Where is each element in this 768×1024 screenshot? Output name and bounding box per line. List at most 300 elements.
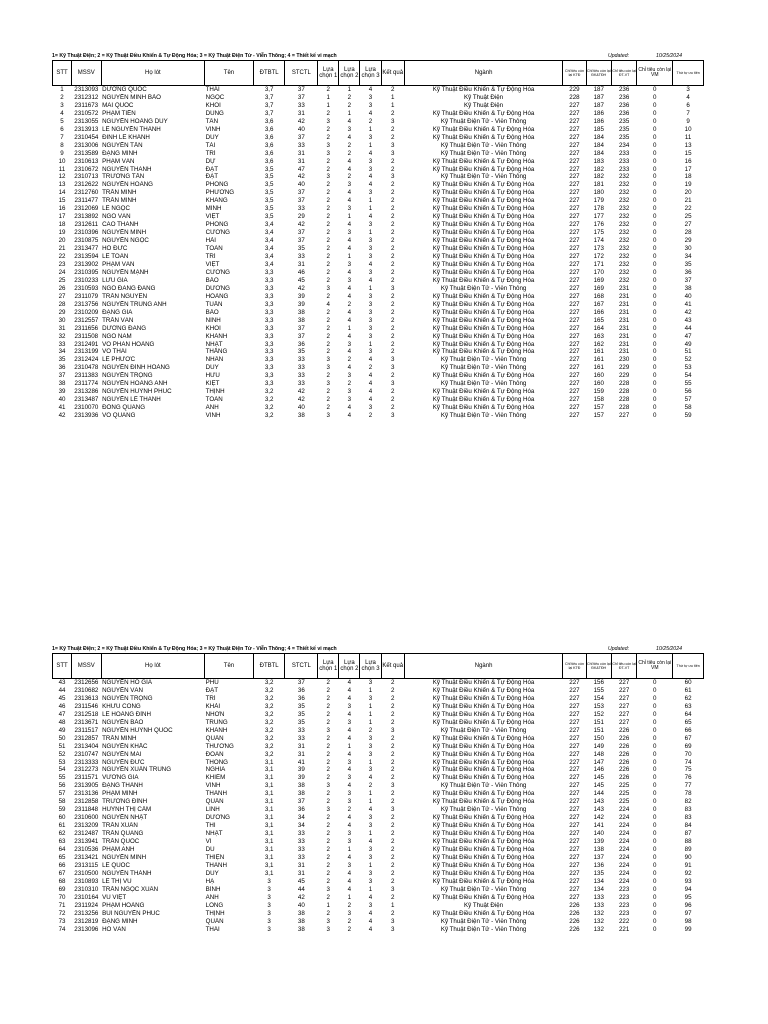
- cell-dtbtl: 3,5: [264, 181, 274, 189]
- cell-stctl: 38: [297, 308, 305, 316]
- header-lc3: Lựa chọn 3: [360, 61, 381, 86]
- table-row: [53, 372, 704, 380]
- cell-nganh: Kỹ Thuật Điện: [464, 93, 504, 101]
- cell-mssv: 2310713: [74, 173, 99, 181]
- cell-ketqua: 2: [390, 125, 395, 133]
- cell-thutu: 96: [684, 901, 692, 909]
- cell-lc2: 3: [347, 861, 352, 869]
- cell-ktd: 227: [569, 846, 580, 854]
- cell-dtvt: 226: [618, 734, 630, 742]
- table-row: [53, 806, 704, 814]
- cell-ktd: 227: [569, 213, 580, 221]
- cell-stt: 18: [58, 221, 66, 229]
- cell-dktdh: 187: [593, 86, 604, 93]
- cell-vm: 0: [653, 117, 657, 125]
- table-row: [53, 269, 704, 277]
- cell-lc3: 3: [368, 822, 373, 830]
- cell-vm: 0: [653, 766, 657, 774]
- cell-stctl: 36: [297, 694, 305, 702]
- cell-lc2: 2: [347, 300, 352, 308]
- cell-ktd: 227: [569, 316, 580, 324]
- cell-stt: 31: [58, 324, 66, 332]
- cell-vm: 0: [653, 149, 657, 157]
- cell-vm: 0: [653, 340, 657, 348]
- cell-dtvt: 232: [618, 260, 630, 268]
- cell-thutu: 65: [684, 718, 692, 726]
- cell-vm: 0: [653, 885, 657, 893]
- cell-mssv: 2310164: [74, 893, 99, 901]
- cell-stctl: 38: [297, 909, 305, 917]
- cell-mssv: 2310682: [74, 686, 99, 694]
- cell-vm: 0: [653, 181, 657, 189]
- cell-nganh: Kỹ Thuật Điều Khiển & Tự Động Hóa: [432, 340, 535, 348]
- cell-lc2: 2: [347, 149, 352, 157]
- cell-vm: 0: [653, 213, 657, 221]
- cell-thutu: 61: [684, 686, 692, 694]
- cell-stctl: 46: [297, 268, 305, 276]
- cell-holot: PHẠM TIẾN: [102, 109, 136, 117]
- header-ktd: Chỉ tiêu còn lại KTĐ: [563, 654, 586, 679]
- cell-ktd: 227: [569, 308, 580, 316]
- cell-lc1: 2: [326, 822, 330, 830]
- cell-lc1: 3: [326, 380, 330, 388]
- cell-dtbtl: 3,3: [264, 364, 274, 372]
- cell-lc1: 3: [326, 356, 330, 364]
- cell-lc2: 4: [347, 412, 352, 420]
- cell-ketqua: 2: [390, 798, 395, 806]
- cell-mssv: 2311774: [74, 380, 99, 388]
- cell-stt: 11: [58, 165, 66, 173]
- cell-stt: 35: [58, 356, 66, 364]
- cell-dtvt: 232: [618, 205, 630, 213]
- table-row: [53, 348, 704, 356]
- cell-vm: 0: [653, 348, 657, 356]
- cell-lc1: 2: [326, 316, 330, 324]
- cell-dtvt: 231: [618, 292, 630, 300]
- cell-ketqua: 2: [390, 869, 395, 877]
- legend-text: 1= Kỹ Thuật Điện; 2 = Kỹ Thuật Điều Khiển & Tự Động Hóa; 3 = Kỹ Thuật Điện Tử - Viễn Thông; 4 = Thiết kế vi mạch: [52, 53, 337, 59]
- table-row: [53, 782, 704, 790]
- cell-thutu: 88: [684, 838, 692, 846]
- cell-nganh: Kỹ Thuật Điều Khiển & Tự Động Hóa: [432, 292, 535, 300]
- cell-ten: TOÀN: [205, 396, 223, 404]
- cell-lc3: 3: [368, 93, 373, 101]
- cell-lc1: 1: [326, 101, 330, 109]
- cell-holot: MAI QUỐC: [102, 101, 134, 109]
- cell-lc2: 3: [347, 340, 352, 348]
- cell-thutu: 30: [684, 245, 692, 253]
- cell-lc3: 3: [368, 189, 373, 197]
- cell-nganh: Kỹ Thuật Điều Khiển & Tự Động Hóa: [432, 372, 535, 380]
- cell-nganh: Kỹ Thuật Điện: [464, 101, 504, 109]
- cell-ten: TRUNG: [205, 718, 228, 726]
- cell-dtvt: 226: [618, 758, 630, 766]
- cell-lc1: 3: [326, 141, 330, 149]
- cell-dktdh: 143: [593, 798, 604, 806]
- cell-thutu: 37: [684, 276, 692, 284]
- cell-lc1: 2: [326, 197, 330, 205]
- cell-holot: TRẦN QUANG: [102, 830, 144, 838]
- cell-dtbtl: 3: [267, 917, 271, 925]
- cell-ktd: 226: [569, 917, 580, 925]
- table-row: [53, 743, 704, 751]
- cell-dtbtl: 3,4: [264, 253, 274, 261]
- cell-dtvt: 232: [618, 173, 630, 181]
- cell-ketqua: 2: [390, 332, 395, 340]
- cell-stt: 62: [58, 830, 66, 838]
- cell-stt: 15: [58, 197, 66, 205]
- cell-holot: NGUYỄN HOÀNG: [102, 181, 153, 189]
- cell-ten: QUÂN: [205, 734, 224, 742]
- cell-holot: LÊ QUỐC: [102, 861, 130, 869]
- cell-nganh: Kỹ Thuật Điều Khiển & Tự Động Hóa: [432, 798, 535, 806]
- cell-dtbtl: 3,5: [264, 165, 274, 173]
- cell-thutu: 92: [684, 869, 692, 877]
- cell-holot: TRẦN MINH: [102, 189, 137, 197]
- cell-dtvt: 224: [618, 853, 630, 861]
- cell-dktdh: 183: [593, 157, 604, 165]
- table-row: [53, 118, 704, 126]
- cell-lc2: 4: [347, 332, 352, 340]
- cell-dtvt: 226: [618, 766, 630, 774]
- cell-mssv: 2313093: [74, 86, 99, 93]
- table-row: [53, 253, 704, 261]
- cell-lc1: 2: [326, 268, 330, 276]
- cell-stctl: 31: [297, 742, 305, 750]
- cell-lc3: 1: [368, 229, 373, 237]
- cell-ktd: 227: [569, 710, 580, 718]
- cell-holot: PHẠM VĂN: [102, 157, 135, 165]
- cell-holot: TRẦN NGUYÊN: [102, 292, 148, 300]
- cell-stt: 70: [58, 893, 66, 901]
- cell-holot: NGUYỄN ĐỨC: [102, 758, 145, 766]
- cell-holot: NGUYỄN TRUNG ANH: [102, 300, 167, 308]
- cell-ten: NHÂN: [205, 356, 224, 364]
- cell-lc2: 2: [347, 925, 352, 933]
- cell-dtbtl: 3,2: [264, 742, 274, 750]
- cell-mssv: 2313594: [74, 253, 99, 261]
- cell-dktdh: 132: [593, 917, 604, 925]
- cell-dktdh: 135: [593, 869, 604, 877]
- cell-ten: KHÔI: [205, 101, 221, 109]
- cell-lc1: 2: [326, 893, 330, 901]
- cell-dtvt: 224: [618, 814, 630, 822]
- cell-dktdh: 150: [593, 734, 604, 742]
- cell-ten: VINH: [205, 412, 221, 420]
- table-row: [53, 862, 704, 870]
- cell-ketqua: 3: [390, 782, 395, 790]
- cell-stctl: 34: [297, 814, 305, 822]
- cell-dtbtl: 3,2: [264, 702, 274, 710]
- cell-lc1: 2: [326, 774, 330, 782]
- cell-stctl: 38: [297, 316, 305, 324]
- cell-lc2: 1: [347, 742, 352, 750]
- cell-lc2: 3: [347, 372, 352, 380]
- table-row: [53, 166, 704, 174]
- cell-holot: NGUYỄN HOÀNG ANH: [102, 380, 168, 388]
- cell-dtvt: 231: [618, 340, 630, 348]
- cell-ten: CƯỜNG: [205, 268, 230, 276]
- cell-vm: 0: [653, 205, 657, 213]
- cell-lc2: 4: [347, 766, 352, 774]
- cell-ketqua: 2: [390, 846, 395, 854]
- cell-dktdh: 154: [593, 694, 604, 702]
- cell-stctl: 33: [297, 846, 305, 854]
- cell-dktdh: 133: [593, 893, 604, 901]
- cell-vm: 0: [653, 101, 657, 109]
- cell-thutu: 55: [684, 380, 692, 388]
- cell-mssv: 2310747: [74, 750, 99, 758]
- cell-thutu: 40: [684, 292, 692, 300]
- cell-lc2: 3: [347, 830, 352, 838]
- cell-thutu: 59: [684, 412, 692, 420]
- cell-lc3: 1: [368, 197, 373, 205]
- cell-lc2: 1: [347, 213, 352, 221]
- page-2-block: [52, 645, 704, 934]
- cell-holot: DƯƠNG ĐĂNG: [102, 324, 147, 332]
- cell-lc1: 4: [326, 300, 330, 308]
- cell-mssv: 2313913: [74, 125, 99, 133]
- cell-dktdh: 156: [593, 679, 604, 686]
- cell-ten: NGHĨA: [205, 766, 226, 774]
- cell-dtbtl: 3,6: [264, 125, 274, 133]
- legend-line: [52, 52, 704, 60]
- cell-lc1: 2: [326, 372, 330, 380]
- cell-ten: THỊNH: [205, 388, 225, 396]
- updated-date: 10/25/2024: [656, 53, 682, 59]
- table-row: [53, 878, 704, 886]
- cell-ktd: 227: [569, 372, 580, 380]
- cell-stctl: 35: [297, 348, 305, 356]
- cell-holot: NGUYỄN MINH: [102, 853, 147, 861]
- cell-dtvt: 235: [618, 125, 630, 133]
- cell-dktdh: 186: [593, 117, 604, 125]
- cell-stt: 33: [58, 340, 66, 348]
- cell-stctl: 37: [297, 679, 305, 686]
- table-row: [53, 846, 704, 854]
- cell-lc3: 4: [368, 213, 373, 221]
- cell-stctl: 40: [297, 181, 305, 189]
- cell-nganh: Kỹ Thuật Điều Khiển & Tự Động Hóa: [432, 742, 535, 750]
- cell-lc3: 3: [368, 404, 373, 412]
- cell-lc3: 2: [368, 782, 373, 790]
- cell-dtbtl: 3,1: [264, 790, 274, 798]
- cell-ktd: 227: [569, 885, 580, 893]
- cell-dtbtl: 3,1: [264, 830, 274, 838]
- cell-nganh: Kỹ Thuật Điều Khiển & Tự Động Hóa: [432, 348, 535, 356]
- cell-stctl: 39: [297, 774, 305, 782]
- cell-thutu: 62: [684, 694, 692, 702]
- cell-lc2: 2: [347, 101, 352, 109]
- cell-holot: TRẦN XUÂN: [102, 822, 138, 830]
- cell-lc3: 4: [368, 181, 373, 189]
- cell-lc3: 4: [368, 260, 373, 268]
- cell-nganh: Kỹ Thuật Điều Khiển & Tự Động Hóa: [432, 679, 535, 686]
- cell-dktdh: 132: [593, 909, 604, 917]
- cell-lc3: 3: [368, 750, 373, 758]
- header-dtvt: Chỉ tiêu còn lại ĐT-VT: [611, 654, 636, 679]
- cell-vm: 0: [653, 165, 657, 173]
- cell-dktdh: 139: [593, 838, 604, 846]
- cell-ten: KHIÊM: [205, 774, 226, 782]
- cell-vm: 0: [653, 718, 657, 726]
- cell-dktdh: 157: [593, 404, 604, 412]
- header-nganh: Ngành: [404, 61, 563, 86]
- cell-lc1: 2: [326, 396, 330, 404]
- cell-nganh: Kỹ Thuật Điều Khiển & Tự Động Hóa: [432, 260, 535, 268]
- cell-vm: 0: [653, 774, 657, 782]
- cell-ktd: 227: [569, 686, 580, 694]
- cell-ktd: 227: [569, 790, 580, 798]
- cell-stctl: 31: [297, 109, 305, 117]
- cell-lc2: 1: [347, 846, 352, 854]
- cell-dtbtl: 3,5: [264, 205, 274, 213]
- cell-ketqua: 2: [390, 253, 395, 261]
- cell-lc3: 3: [368, 253, 373, 261]
- cell-dktdh: 169: [593, 276, 604, 284]
- cell-lc1: 2: [326, 308, 330, 316]
- cell-mssv: 2310478: [74, 364, 99, 372]
- cell-dtbtl: 3,1: [264, 766, 274, 774]
- cell-vm: 0: [653, 356, 657, 364]
- cell-ketqua: 2: [390, 268, 395, 276]
- cell-lc3: 1: [368, 798, 373, 806]
- cell-thutu: 35: [684, 260, 692, 268]
- cell-stt: 41: [58, 404, 66, 412]
- cell-stctl: 37: [297, 197, 305, 205]
- cell-ketqua: 3: [390, 117, 395, 125]
- ranking-table: [52, 60, 704, 420]
- cell-holot: NGUYỄN VĂN: [102, 686, 144, 694]
- cell-nganh: Kỹ Thuật Điều Khiển & Tự Động Hóa: [432, 758, 535, 766]
- cell-dtbtl: 3,2: [264, 686, 274, 694]
- cell-thutu: 75: [684, 766, 692, 774]
- table-row: [53, 388, 704, 396]
- cell-stctl: 33: [297, 838, 305, 846]
- cell-nganh: Kỹ Thuật Điều Khiển & Tự Động Hóa: [432, 197, 535, 205]
- cell-holot: HỒ VĂN: [102, 925, 126, 933]
- cell-ten: THÁI: [205, 86, 220, 93]
- cell-stt: 32: [58, 332, 66, 340]
- table-row: [53, 926, 704, 934]
- cell-dtvt: 231: [618, 324, 630, 332]
- cell-lc1: 2: [326, 846, 330, 854]
- cell-lc1: 2: [326, 340, 330, 348]
- cell-dtvt: 224: [618, 869, 630, 877]
- cell-ketqua: 2: [390, 877, 395, 885]
- cell-holot: PHẠM MINH: [102, 790, 138, 798]
- cell-ten: VINH: [205, 125, 221, 133]
- cell-vm: 0: [653, 822, 657, 830]
- header-stctl: STCTL: [285, 654, 318, 679]
- cell-ketqua: 3: [390, 806, 395, 814]
- cell-nganh: Kỹ Thuật Điều Khiển & Tự Động Hóa: [432, 316, 535, 324]
- table-row: [53, 910, 704, 918]
- cell-lc1: 2: [326, 814, 330, 822]
- cell-stt: 9: [60, 149, 64, 157]
- cell-stctl: 42: [297, 117, 305, 125]
- cell-thutu: 82: [684, 798, 692, 806]
- cell-lc1: 2: [326, 853, 330, 861]
- cell-ketqua: 1: [390, 901, 395, 909]
- cell-holot: PHẠM HOÀNG: [102, 901, 145, 909]
- cell-holot: VÕ THÁI: [102, 348, 127, 356]
- cell-lc3: 3: [368, 846, 373, 854]
- cell-mssv: 2313941: [74, 838, 99, 846]
- cell-stt: 25: [58, 276, 66, 284]
- cell-lc1: 2: [326, 869, 330, 877]
- cell-holot: NGUYỄN THÀNH: [102, 869, 152, 877]
- cell-ten: MINH: [205, 205, 222, 213]
- cell-thutu: 44: [684, 324, 692, 332]
- table-row: [53, 341, 704, 349]
- cell-ketqua: 3: [390, 364, 395, 372]
- cell-ktd: 227: [569, 380, 580, 388]
- cell-thutu: 51: [684, 348, 692, 356]
- cell-ketqua: 2: [390, 340, 395, 348]
- cell-ktd: 227: [569, 157, 580, 165]
- cell-dtvt: 224: [618, 877, 630, 885]
- cell-dktdh: 178: [593, 205, 604, 213]
- cell-mssv: 2310454: [74, 133, 99, 141]
- cell-mssv: 2311848: [74, 806, 99, 814]
- cell-vm: 0: [653, 189, 657, 197]
- cell-stctl: 33: [297, 364, 305, 372]
- cell-lc1: 2: [326, 133, 330, 141]
- cell-lc3: 3: [368, 694, 373, 702]
- cell-dtvt: 224: [618, 846, 630, 854]
- cell-lc1: 2: [326, 909, 330, 917]
- cell-stt: 2: [60, 93, 64, 101]
- cell-ten: ANH: [205, 404, 219, 412]
- cell-ketqua: 3: [390, 412, 395, 420]
- cell-lc2: 3: [347, 396, 352, 404]
- cell-dktdh: 182: [593, 173, 604, 181]
- cell-lc2: 2: [347, 141, 352, 149]
- cell-lc2: 4: [347, 189, 352, 197]
- cell-mssv: 2313096: [74, 925, 99, 933]
- header-dtvt: Chỉ tiêu còn lại ĐT-VT: [611, 61, 636, 86]
- table-row: [53, 751, 704, 759]
- cell-lc2: 4: [347, 694, 352, 702]
- cell-dktdh: 170: [593, 268, 604, 276]
- cell-ten: LINH: [205, 806, 220, 814]
- cell-holot: VŨ VIỆT: [102, 893, 127, 901]
- cell-lc2: 3: [347, 758, 352, 766]
- cell-lc3: 4: [368, 86, 373, 93]
- cell-lc1: 3: [326, 117, 330, 125]
- cell-stt: 44: [58, 686, 66, 694]
- cell-dtvt: 232: [618, 245, 630, 253]
- cell-mssv: 2313256: [74, 909, 99, 917]
- cell-stt: 4: [60, 109, 64, 117]
- cell-thutu: 17: [684, 165, 692, 173]
- cell-vm: 0: [653, 877, 657, 885]
- cell-holot: NGUYỄN TRỌNG: [102, 372, 153, 380]
- cell-lc1: 2: [326, 245, 330, 253]
- cell-ktd: 227: [569, 782, 580, 790]
- cell-dtbtl: 3,1: [264, 758, 274, 766]
- cell-vm: 0: [653, 710, 657, 718]
- cell-dtvt: 236: [618, 101, 630, 109]
- cell-mssv: 2312656: [74, 679, 99, 686]
- cell-holot: ĐINH LÊ KHÁNH: [102, 133, 150, 141]
- cell-stctl: 36: [297, 340, 305, 348]
- cell-holot: LƯU GIA: [102, 276, 128, 284]
- cell-mssv: 2310893: [74, 877, 99, 885]
- cell-ten: NHƠN: [205, 710, 225, 718]
- cell-nganh: Kỹ Thuật Điện Tử - Viễn Thông: [440, 782, 527, 790]
